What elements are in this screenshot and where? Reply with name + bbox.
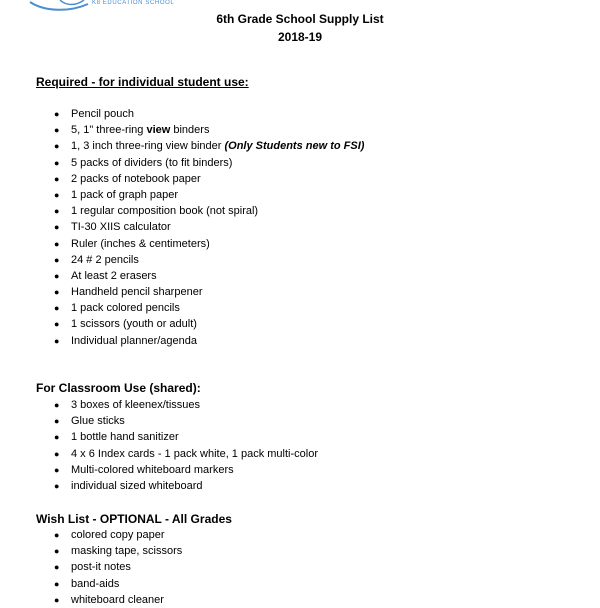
list-item: ● 1 regular composition book (not spiral) <box>36 203 364 219</box>
list-item: ● 1 pack of graph paper <box>36 187 364 203</box>
bullet-icon: ● <box>54 109 60 119</box>
list-item: ● Pencil pouch <box>36 106 364 122</box>
list-item: ● Individual planner/agenda <box>36 333 364 349</box>
list-item: ● 4 x 6 Index cards - 1 pack white, 1 pack multi-color <box>36 446 318 462</box>
bullet-icon: ● <box>54 173 60 184</box>
list-item: ● individual sized whiteboard <box>36 478 318 494</box>
school-year: 2018-19 <box>277 30 323 44</box>
bullet-icon: ● <box>54 141 60 152</box>
list-item: ● Multi-colored whiteboard markers <box>36 462 318 478</box>
list-item: ● whiteboard cleaner <box>36 592 182 608</box>
bullet-icon: ● <box>54 335 60 346</box>
wishlist-list <box>36 527 182 608</box>
list-item: ● 1 bottle hand sanitizer <box>36 429 318 445</box>
bullet-icon: ● <box>54 303 60 314</box>
bullet-icon: ● <box>54 157 60 168</box>
list-item: ● 1, 3 inch three-ring view binder (Only Students new to FSI) <box>36 138 364 154</box>
list-item: ● 24 # 2 pencils <box>36 252 364 268</box>
bullet-icon: ● <box>54 238 60 249</box>
list-item: ● 1 pack colored pencils <box>36 300 364 316</box>
bullet-icon: ● <box>54 562 60 573</box>
list-item: ● Handheld pencil sharpener <box>36 284 364 300</box>
bullet-icon: ● <box>54 480 60 491</box>
list-item: ● Glue sticks <box>36 413 318 429</box>
required-list <box>36 106 364 349</box>
bullet-icon: ● <box>54 254 60 265</box>
bullet-icon: ● <box>54 432 60 443</box>
logo-text: K8 EDUCATION SCHOOL <box>92 0 175 6</box>
bullet-icon: ● <box>54 206 60 217</box>
bullet-icon: ● <box>54 578 60 589</box>
bullet-icon: ● <box>54 594 60 605</box>
list-item: ● TI-30 XIIS calculator <box>36 219 364 235</box>
list-item: ● post-it notes <box>36 559 182 575</box>
list-item: ● At least 2 erasers <box>36 268 364 284</box>
bullet-icon: ● <box>54 270 60 281</box>
list-item: ● 5, 1" three-ring view binders <box>36 122 364 138</box>
list-item: ● 3 boxes of kleenex/tissues <box>36 397 318 413</box>
list-item: ● masking tape, scissors <box>36 543 182 559</box>
bullet-icon: ● <box>54 530 60 540</box>
bullet-icon: ● <box>54 287 60 298</box>
page-title: 6th Grade School Supply List <box>216 12 384 26</box>
bullet-icon: ● <box>54 125 60 136</box>
classroom-list <box>36 397 318 494</box>
list-item: ● 2 packs of notebook paper <box>36 171 364 187</box>
document-header <box>0 10 600 46</box>
bullet-icon: ● <box>54 464 60 475</box>
list-item: ● 1 scissors (youth or adult) <box>36 316 364 332</box>
wishlist-heading: Wish List - OPTIONAL - All Grades <box>36 512 232 526</box>
bullet-icon: ● <box>54 222 60 233</box>
bullet-icon: ● <box>54 400 60 410</box>
classroom-heading: For Classroom Use (shared): <box>36 381 201 395</box>
bullet-icon: ● <box>54 546 60 557</box>
bullet-icon: ● <box>54 319 60 330</box>
required-heading: Required - for individual student use: <box>36 75 249 89</box>
list-item: ● colored copy paper <box>36 527 182 543</box>
bullet-icon: ● <box>54 416 60 427</box>
bullet-icon: ● <box>54 189 60 200</box>
list-item: ● Ruler (inches & centimeters) <box>36 236 364 252</box>
list-item: ● 5 packs of dividers (to fit binders) <box>36 155 364 171</box>
list-item: ● band-aids <box>36 576 182 592</box>
bullet-icon: ● <box>54 448 60 459</box>
